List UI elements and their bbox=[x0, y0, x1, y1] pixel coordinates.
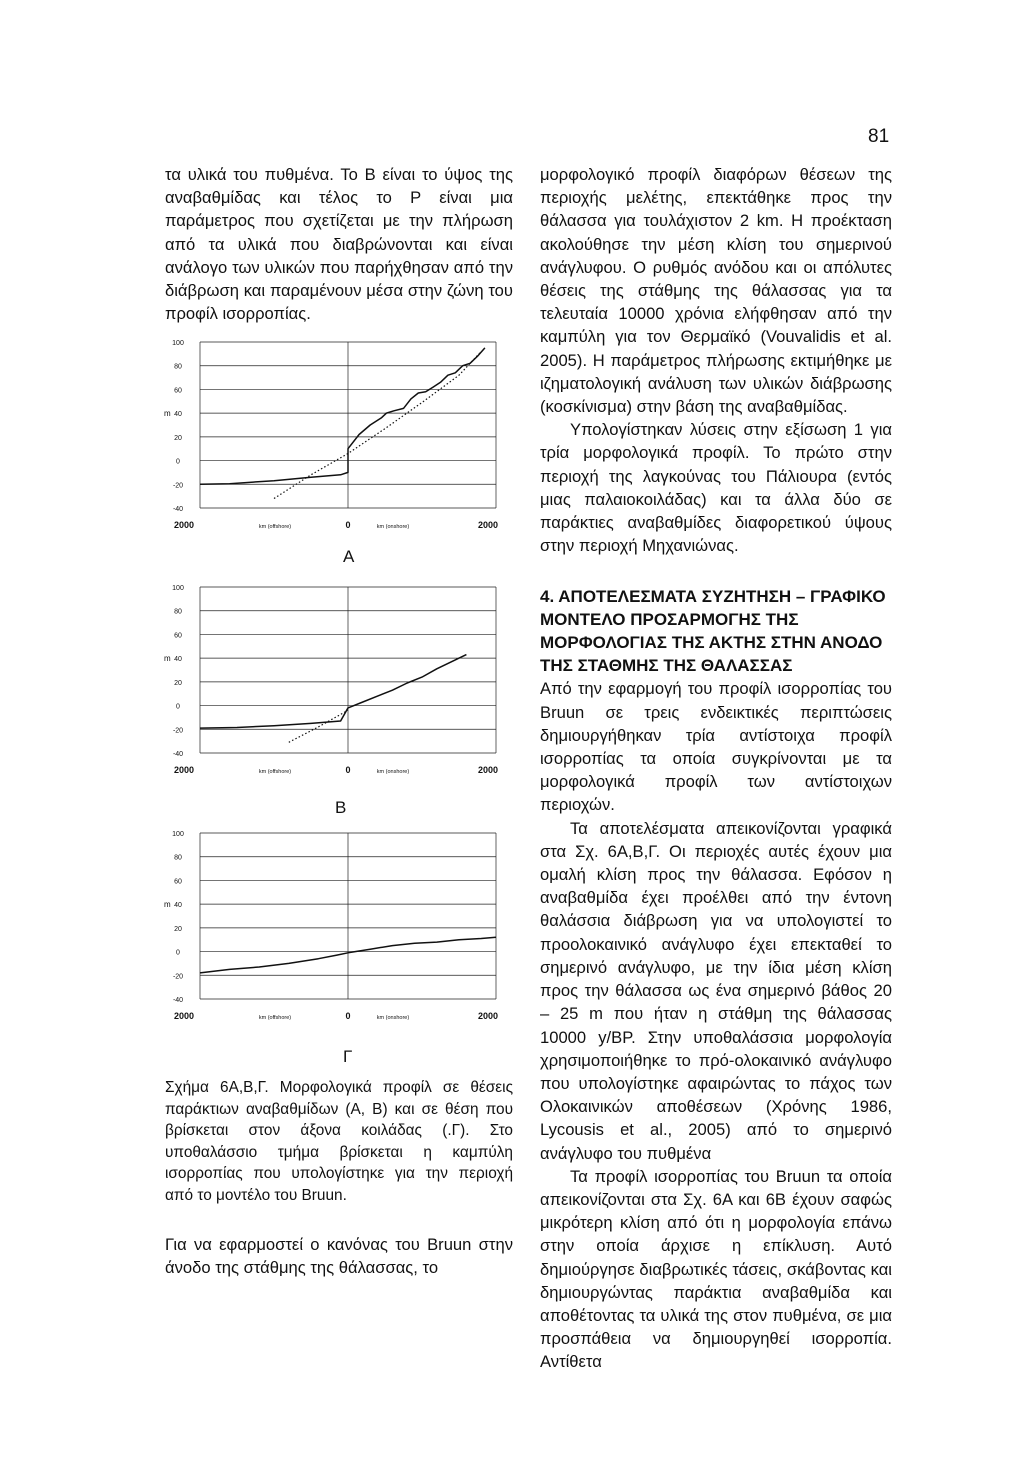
x-tick-label: 2000 bbox=[477, 1011, 499, 1021]
section-heading: 4. ΑΠΟΤΕΛΕΣΜΑΤΑ ΣΥΖΗΤΗΣΗ – ΓΡΑΦΙΚΟ ΜΟΝΤΕΛΟ ΠΡΟΣΑΡΜΟΓΗΣ ΤΗΣ ΜΟΡΦΟΛΟΓΙΑΣ ΤΗΣ ΑΚΤΗΣ ΣΤΗΝ ΑΝΟΔΟ ΤΗΣ ΣΤΑΘΜΗΣ ΤΗΣ ΘΑΛΑΣΣΑΣ bbox=[540, 587, 886, 676]
right-paragraph-4: Τα αποτελέσματα απεικονίζονται γραφικά στα Σχ. 6Α,Β,Γ. Οι περιοχές αυτές έχουν μια ομαλή κλίση προς την θάλασσα. Εφόσον η αναβαθμίδα έχει προέλθει από την έντονη θαλάσσια διάβρωση για να υπολογιστεί το προολοκαινικό ανάγλυφο έχει επεκταθεί το σημερινό ανάγλυφο, με την ίδια μέση κλίση προς την θάλασσα ως ένα σημερινό βάθος 20 – 25 m που ήταν η στάθμη της θάλασσας 10000 y/BP. Στην υποθαλάσσια μορφολογία χρησιμοποιήθηκε το πρό-ολοκαινικό ανάγλυφο που υπολογίστηκε αφαιρώντας το πάχος των Ολοκαινικών αποθέσεων (Χρόνης 1986, Lycousis et al., 2005) από το σημερινό ανάγλυφο του πυθμένα bbox=[540, 818, 892, 1163]
y-axis-label: m bbox=[164, 654, 171, 664]
y-tick-label: 80 bbox=[174, 608, 182, 616]
chart-a bbox=[160, 332, 520, 548]
y-tick-label: -20 bbox=[172, 727, 184, 735]
figure-caption: Σχήμα 6Α,Β,Γ. Μορφολογικά προφίλ σε θέσεις παράκτιων αναβαθμίδων (Α, Β) και σε θέση που βρίσκεται στον άξονα κοιλάδας (.Γ). Στο υποθαλάσσιο τμήμα βρίσκεται η καμπύλη ισορροπίας που υπολογίστηκε για την περιοχή από το μοντέλο του Bruun. bbox=[165, 1079, 513, 1204]
x-tick-label: km (onshore) bbox=[376, 769, 410, 775]
y-tick-label: 0 bbox=[176, 949, 180, 957]
morphology-profile-line bbox=[200, 655, 466, 729]
y-tick-label: -20 bbox=[172, 973, 184, 981]
morphology-profile-line bbox=[200, 348, 485, 484]
y-tick-label: 20 bbox=[174, 679, 182, 687]
x-tick-label: km (offshore) bbox=[258, 1015, 292, 1021]
right-paragraph-3: Από την εφαρμογή του προφίλ ισορροπίας του Bruun σε τρεις ενδεικτικές περιπτώσεις δημιουργήθηκαν τρία αντίστοιχα προφίλ ισορροπίας τα οποία συγκρίνονται με τα μορφολογικά προφίλ των αντίστοιχων περιοχών. bbox=[540, 679, 892, 815]
left-bottom-paragraph: Για να εφαρμοστεί ο κανόνας του Bruun στην άνοδο της στάθμης της θάλασσας, το bbox=[165, 1235, 513, 1278]
y-tick-label: 40 bbox=[174, 902, 182, 910]
chart-c-label: Γ bbox=[343, 1047, 353, 1066]
x-tick-label: 2000 bbox=[477, 765, 499, 775]
y-tick-label: 20 bbox=[174, 925, 182, 933]
page-number: 81 bbox=[868, 126, 890, 147]
x-tick-label: 2000 bbox=[174, 1011, 195, 1021]
y-tick-label: -20 bbox=[172, 482, 184, 490]
x-tick-label: 2000 bbox=[174, 765, 195, 775]
y-tick-label: 40 bbox=[174, 411, 182, 419]
left-column bbox=[165, 163, 513, 325]
y-tick-label: 60 bbox=[174, 387, 182, 395]
y-axis-label: m bbox=[164, 409, 171, 419]
y-tick-label: 100 bbox=[172, 340, 184, 347]
right-column bbox=[540, 163, 892, 1374]
right-paragraph-2: Υπολογίστηκαν λύσεις στην εξίσωση 1 για τρία μορφολογικά προφίλ. Το πρώτο στην περιοχή της λαγκούνας του Πάλιουρα (εντός μιας παλαιοκοιλάδας) και τα άλλα δύο σε παράκτιες αναβαθμίδες διαφορετικού ύψους στην περιοχή Μηχανιώνας. bbox=[540, 420, 892, 556]
y-tick-label: -40 bbox=[172, 506, 184, 513]
y-tick-label: 20 bbox=[174, 434, 182, 442]
x-tick-label: km (onshore) bbox=[376, 1015, 410, 1021]
y-tick-label: -40 bbox=[172, 751, 184, 758]
x-tick-label: 2000 bbox=[477, 520, 499, 530]
x-tick-label: 0 bbox=[345, 520, 351, 530]
chart-b-label: Β bbox=[335, 798, 347, 817]
x-tick-label: 0 bbox=[345, 765, 351, 775]
y-tick-label: 0 bbox=[176, 703, 180, 711]
y-axis-label: m bbox=[164, 900, 171, 910]
equilibrium-profile-line bbox=[289, 710, 348, 742]
y-tick-label: 60 bbox=[174, 632, 182, 640]
chart-a-label: Α bbox=[343, 547, 355, 566]
x-tick-label: km (onshore) bbox=[376, 524, 410, 530]
y-tick-label: 80 bbox=[174, 363, 182, 371]
x-tick-label: 2000 bbox=[174, 520, 195, 530]
x-tick-label: km (offshore) bbox=[258, 524, 292, 530]
y-tick-label: -40 bbox=[172, 997, 184, 1004]
left-paragraph: τα υλικά του πυθμένα. Το B είναι το ύψος της αναβαθμίδας και τέλος το P είναι μια παράμετρος που σχετίζεται με την πλήρωση από τα υλικά που διαβρώνονται και είναι ανάλογο των υλικών που παρήχθησαν από την διάβρωση και παραμένουν μέσα στην ζώνη του προφίλ ισορροπίας. bbox=[165, 165, 513, 324]
chart-b bbox=[160, 577, 520, 793]
y-tick-label: 0 bbox=[176, 458, 180, 466]
y-tick-label: 100 bbox=[172, 831, 184, 838]
chart-c bbox=[160, 823, 520, 1039]
x-tick-label: km (offshore) bbox=[258, 769, 292, 775]
x-tick-label: 0 bbox=[345, 1011, 351, 1021]
y-tick-label: 100 bbox=[172, 585, 184, 592]
right-paragraph-1: μορφολογικό προφίλ διαφόρων θέσεων της περιοχής μελέτης, επεκτάθηκε προς την θάλασσα για τουλάχιστον 2 km. Η προέκταση ακολούθησε την μέση κλίση του σημερινού ανάγλυφου. Ο ρυθμός ανόδου και οι απόλυτες θέσεις της στάθμης της θάλασσας για τα τελευταία 10000 χρόνια ελήφθησαν από την καμπύλη για τον Θερμαϊκό (Vouvalidis et al. 2005). Η παράμετρος πλήρωσης εκτιμήθηκε με ιζηματολογική ανάλυση των υλικών διάβρωσης (κοσκίνισμα) στην βάση της αναβαθμίδας. bbox=[540, 165, 892, 417]
y-tick-label: 60 bbox=[174, 878, 182, 886]
y-tick-label: 80 bbox=[174, 854, 182, 862]
equilibrium-profile-line bbox=[274, 352, 481, 499]
right-paragraph-5: Τα προφίλ ισορροπίας του Bruun τα οποία απεικονίζονται στα Σχ. 6Α και 6Β έχουν σαφώς μικρότερη κλίση από ότι η μορφολογία επάνω στην οποία άρχισε η επίκλυση. Αυτό δημιούργησε διαβρωτικές τάσεις, σκάβοντας και δημιουργώντας παράκτια αναβαθμίδα και αποθέτοντας τα υλικά της στον πυθμένα, σε μια προσπάθεια να δημιουργηθεί ισορροπία. Αντίθετα bbox=[540, 1166, 892, 1372]
y-tick-label: 40 bbox=[174, 656, 182, 664]
